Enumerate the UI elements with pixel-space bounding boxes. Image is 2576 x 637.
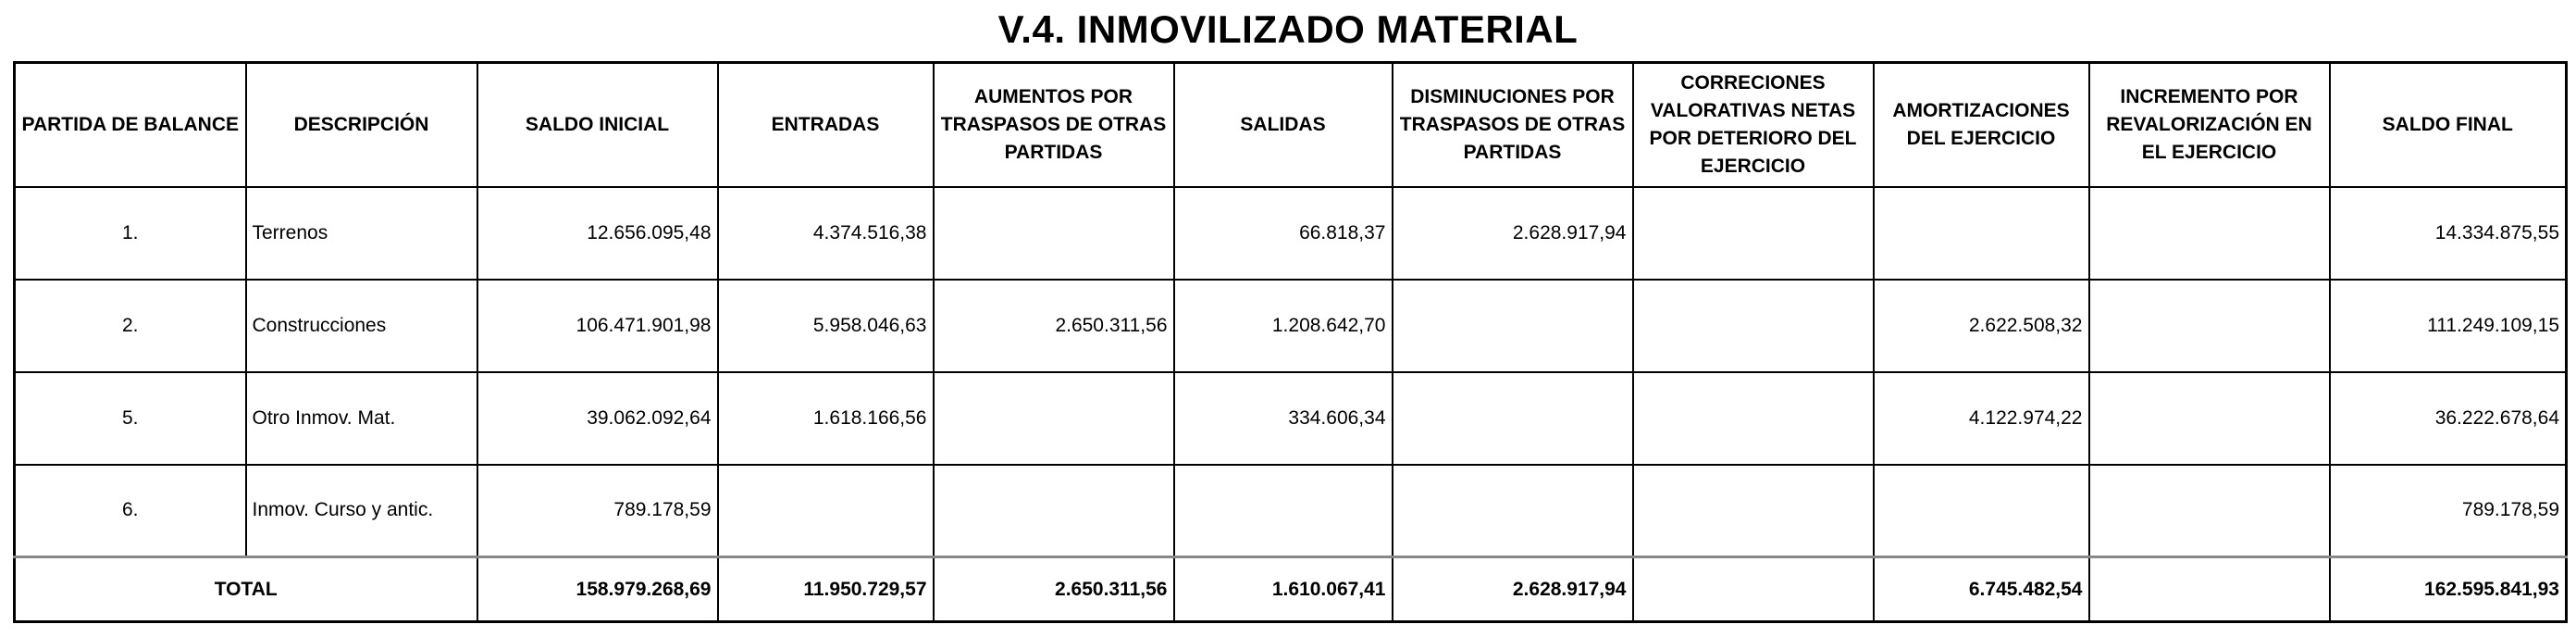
cell-correcciones-valorativas [1633, 187, 1874, 280]
cell-salidas: 334.606,34 [1174, 372, 1393, 465]
total-amortizaciones: 6.745.482,54 [1874, 557, 2089, 622]
cell-saldo-final: 789.178,59 [2330, 465, 2567, 557]
cell-saldo-inicial: 39.062.092,64 [477, 372, 718, 465]
header-row [15, 63, 2567, 187]
column-header-entradas: ENTRADAS [718, 63, 934, 187]
cell-amortizaciones: 4.122.974,22 [1874, 372, 2089, 465]
table-row [15, 187, 2567, 280]
cell-partida: 6. [15, 465, 246, 557]
cell-aumentos-traspasos: 2.650.311,56 [934, 280, 1174, 372]
cell-disminuciones-traspasos: 2.628.917,94 [1393, 187, 1633, 280]
cell-saldo-inicial: 106.471.901,98 [477, 280, 718, 372]
cell-saldo-final: 111.249.109,15 [2330, 280, 2567, 372]
cell-partida: 5. [15, 372, 246, 465]
cell-entradas: 4.374.516,38 [718, 187, 934, 280]
page-title: V.4. INMOVILIZADO MATERIAL [997, 7, 1579, 51]
cell-saldo-final: 14.334.875,55 [2330, 187, 2567, 280]
cell-descripcion: Otro Inmov. Mat. [246, 372, 477, 465]
cell-correcciones-valorativas [1633, 372, 1874, 465]
cell-aumentos-traspasos [934, 465, 1174, 557]
cell-incremento-revalorizacion [2089, 280, 2330, 372]
column-header-partida: PARTIDA DE BALANCE [15, 63, 246, 187]
cell-disminuciones-traspasos [1393, 465, 1633, 557]
total-label: TOTAL [15, 557, 477, 622]
total-disminuciones-traspasos: 2.628.917,94 [1393, 557, 1633, 622]
table-row [15, 280, 2567, 372]
cell-disminuciones-traspasos [1393, 372, 1633, 465]
total-saldo-inicial: 158.979.268,69 [477, 557, 718, 622]
cell-entradas: 1.618.166,56 [718, 372, 934, 465]
cell-amortizaciones: 2.622.508,32 [1874, 280, 2089, 372]
total-row [15, 557, 2567, 622]
cell-salidas: 1.208.642,70 [1174, 280, 1393, 372]
column-header-descripcion: DESCRIPCIÓN [246, 63, 477, 187]
cell-partida: 1. [15, 187, 246, 280]
cell-aumentos-traspasos [934, 187, 1174, 280]
column-header-saldo-inicial: SALDO INICIAL [477, 63, 718, 187]
column-header-aumentos-traspasos: AUMENTOS POR TRASPASOS DE OTRAS PARTIDAS [934, 63, 1174, 187]
cell-salidas [1174, 465, 1393, 557]
column-header-correcciones-valorativas: CORRECIONES VALORATIVAS NETAS POR DETERIORO DEL EJERCICIO [1633, 63, 1874, 187]
cell-entradas: 5.958.046,63 [718, 280, 934, 372]
cell-descripcion: Inmov. Curso y antic. [246, 465, 477, 557]
cell-amortizaciones [1874, 465, 2089, 557]
cell-descripcion: Construcciones [246, 280, 477, 372]
column-header-incremento-revalorizacion: INCREMENTO POR REVALORIZACIÓN EN EL EJERCICIO [2089, 63, 2330, 187]
column-header-amortizaciones: AMORTIZACIONES DEL EJERCICIO [1874, 63, 2089, 187]
cell-disminuciones-traspasos [1393, 280, 1633, 372]
table-row [15, 372, 2567, 465]
total-saldo-final: 162.595.841,93 [2330, 557, 2567, 622]
total-entradas: 11.950.729,57 [718, 557, 934, 622]
fixed-assets-table [13, 61, 2568, 623]
total-incremento-revalorizacion [2089, 557, 2330, 622]
total-aumentos-traspasos: 2.650.311,56 [934, 557, 1174, 622]
cell-correcciones-valorativas [1633, 465, 1874, 557]
cell-salidas: 66.818,37 [1174, 187, 1393, 280]
total-correcciones-valorativas [1633, 557, 1874, 622]
cell-descripcion: Terrenos [246, 187, 477, 280]
table-row [15, 465, 2567, 557]
cell-incremento-revalorizacion [2089, 187, 2330, 280]
cell-saldo-inicial: 789.178,59 [477, 465, 718, 557]
cell-partida: 2. [15, 280, 246, 372]
cell-incremento-revalorizacion [2089, 465, 2330, 557]
column-header-disminuciones-traspasos: DISMINUCIONES POR TRASPASOS DE OTRAS PARTIDAS [1393, 63, 1633, 187]
column-header-saldo-final: SALDO FINAL [2330, 63, 2567, 187]
cell-incremento-revalorizacion [2089, 372, 2330, 465]
cell-amortizaciones [1874, 187, 2089, 280]
cell-aumentos-traspasos [934, 372, 1174, 465]
column-header-salidas: SALIDAS [1174, 63, 1393, 187]
cell-saldo-final: 36.222.678,64 [2330, 372, 2567, 465]
cell-entradas [718, 465, 934, 557]
cell-correcciones-valorativas [1633, 280, 1874, 372]
cell-saldo-inicial: 12.656.095,48 [477, 187, 718, 280]
total-salidas: 1.610.067,41 [1174, 557, 1393, 622]
